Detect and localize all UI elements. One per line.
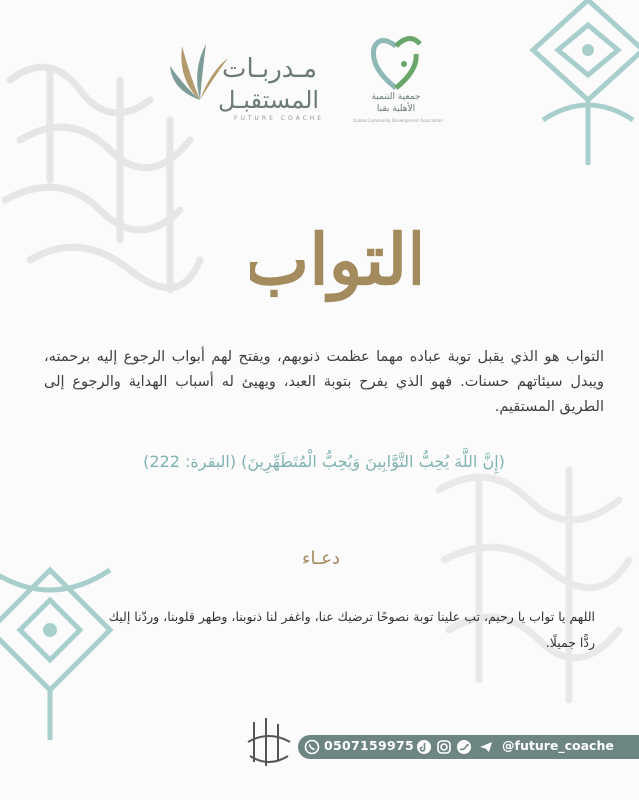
description-text: التواب هو الذي يقبل توبة عباده مهما عظمت ذنوبهم، ويفتح لهم أبواب الرجوع إليه برحمته، ويبدل سيئاتهم حسنات. فهو الذي يفرح بتوبة العبد، ويهيئ له أسباب الهداية والرجوع إلى الطريق المستقيم. — [44, 349, 604, 415]
corner-ornament — [523, 0, 639, 170]
dua-heading: دعـاء — [302, 548, 340, 569]
logo-text: المستقبـل — [218, 86, 320, 114]
logo-text: الأهلية بقبا — [376, 104, 416, 114]
twitter-icon[interactable] — [456, 739, 472, 755]
signature-calligraphy — [244, 712, 294, 774]
logo-text: مـدربـات — [222, 54, 317, 84]
prayer-text: اللهم يا تواب يا رحيم، تب علينا توبة نصوحًا ترضيك عنا، واغفر لنا ذنوبنا، وطهر قلوبنا، وردّنا إليك ردًّا جميلًا. — [108, 609, 595, 650]
jamiya-logo — [348, 30, 468, 140]
logo-subtext: Qubaa Community Development Association — [353, 118, 443, 123]
logo-subtext: FUTURE COACHE — [234, 115, 325, 122]
telegram-icon[interactable] — [478, 739, 494, 755]
tiktok-icon[interactable] — [416, 739, 432, 755]
logos-area — [160, 38, 480, 128]
instagram-icon[interactable] — [436, 739, 452, 755]
logo-text: جمعية التنمية — [371, 92, 421, 102]
social-handle[interactable]: @future_coache — [502, 738, 614, 753]
contact-bar — [298, 735, 639, 759]
whatsapp-icon[interactable] — [304, 739, 320, 755]
title-calligraphy: التواب — [250, 218, 420, 301]
page-title — [250, 172, 420, 327]
phone-number[interactable]: 0507159975 — [324, 738, 414, 753]
mudarribat-logo — [160, 38, 330, 128]
background-calligraphy — [419, 440, 639, 730]
heart-leaf-icon — [366, 30, 426, 92]
quran-verse: (إِنَّ اللَّهَ يُحِبُّ التَّوَّابِينَ وَيُحِبُّ الْمُتَطَهِّرِينَ) (البقرة: 222) — [143, 452, 505, 471]
